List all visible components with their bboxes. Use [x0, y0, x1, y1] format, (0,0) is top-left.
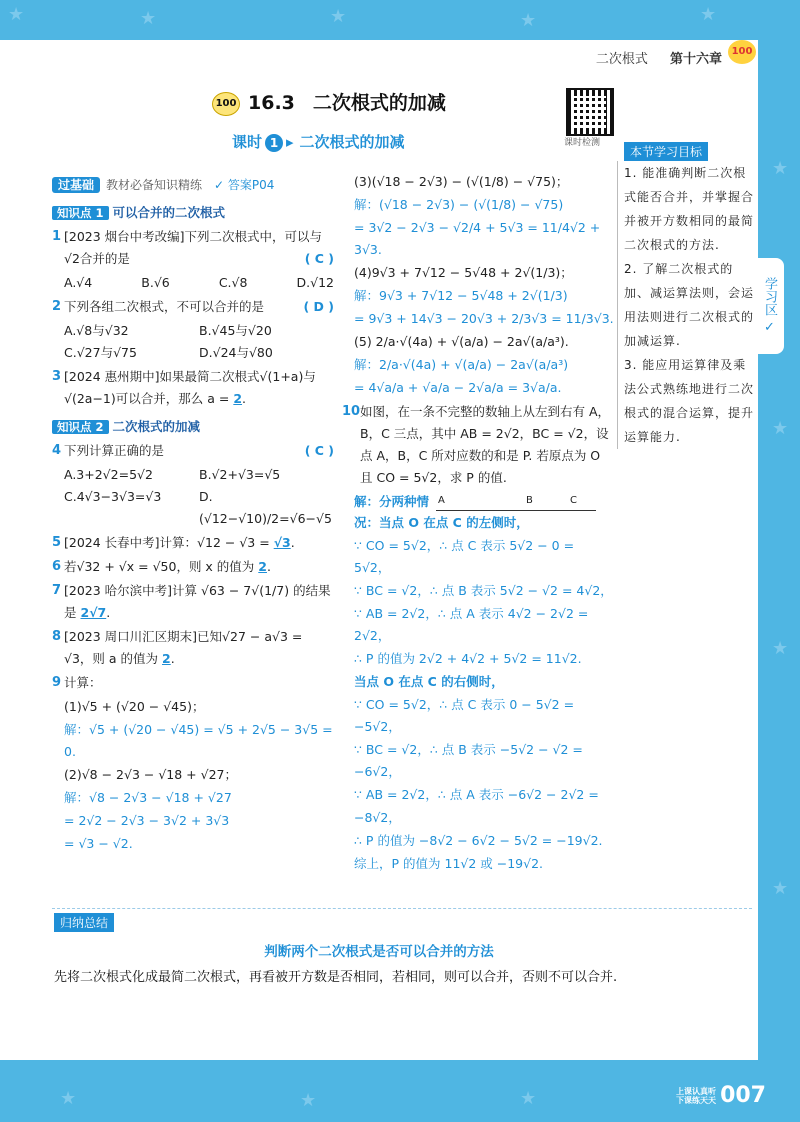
options — [52, 272, 334, 294]
question-text: [2023 烟台中考改编]下列二次根式中，可以与√2合并的是 — [64, 229, 323, 266]
question-text: [2024 惠州期中]如果最简二次根式√(1+a)与√(2a−1)可以合并，那么 a = — [64, 369, 316, 406]
punct: . — [242, 391, 247, 406]
answer: 2√7 — [80, 605, 107, 620]
goals-tag: 本节学习目标 — [624, 142, 708, 161]
sub-question: (1)√5 + (√20 − √45)； — [64, 699, 205, 714]
solution-line: 解：(√18 − 2√3) − (√(1/8) − √75) — [354, 197, 564, 212]
solution-line: ∵ CO = 5√2，∴ 点 C 表示 5√2 − 0 = 5√2， — [354, 538, 575, 575]
options — [52, 464, 334, 530]
question-number: 8 — [52, 629, 62, 644]
punct: . — [106, 605, 111, 620]
solution-line: 解：√8 − 2√3 − √18 + √27 — [64, 790, 232, 805]
base-label: 过基础 — [52, 177, 100, 193]
question-text: 如图，在一条不完整的数轴上从左到右有 A，B，C 三点，其中 AB = 2√2，BC = √2，设点 A，B，C 所对应数的和是 P. 若原点为 O 且 CO = 5√2，求 P 的值. — [360, 404, 611, 485]
star-icon: ★ — [772, 878, 789, 899]
solution-line: ∵ BC = √2，∴ 点 B 表示 −5√2 − √2 = −6√2， — [354, 742, 583, 779]
goal-item: 2. 了解二次根式的加、减运算法则，会运用法则进行二次根式的加减运算. — [624, 262, 755, 348]
question-number: 4 — [52, 443, 62, 458]
page-number: 007 — [720, 1083, 766, 1108]
section-number: 16.3 — [248, 92, 295, 114]
lesson-text: 二次根式的加减 — [299, 133, 405, 151]
kp-text: 可以合并的二次根式 — [112, 205, 226, 220]
star-icon: ★ — [140, 8, 157, 29]
question-text: 下列各组二次根式，不可以合并的是 — [64, 299, 265, 314]
question-number: 1 — [52, 229, 62, 244]
mascot-badge-icon: 100 — [728, 40, 756, 64]
question-number: 2 — [52, 299, 62, 314]
answer: ( D ) — [303, 299, 334, 314]
lesson-number: 1 — [265, 134, 283, 152]
middle-column — [342, 170, 614, 876]
goal-item: 3. 能应用运算律及乘法公式熟练地进行二次根式的混合运算，提升运算能力. — [624, 358, 755, 444]
page-footer — [676, 1083, 766, 1108]
star-icon: ★ — [8, 4, 25, 25]
star-icon: ★ — [772, 418, 789, 439]
solution-line: = 3√2 − 2√3 − √2/4 + 5√3 = 11/4√2 + 3√3. — [354, 220, 601, 257]
goal-item: 1. 能准确判断二次根式能否合并，并掌握合并被开方数相同的最简二次根式的方法. — [624, 166, 755, 252]
slogan-2: 下课练天天 — [676, 1096, 717, 1105]
summary-title: 判断两个二次根式是否可以合并的方法 — [264, 944, 494, 960]
solution-line: 解：9√3 + 7√12 − 5√48 + 2√(1/3) — [354, 288, 568, 303]
solution-line: 况：当点 O 在点 C 的左侧时， — [354, 515, 529, 530]
sub-question: (4)9√3 + 7√12 − 5√48 + 2√(1/3)； — [354, 265, 573, 280]
question-10 — [342, 401, 614, 489]
slogan-1: 上课认真听 — [676, 1087, 717, 1096]
question-4 — [52, 440, 334, 462]
punct: . — [170, 651, 175, 666]
question-number: 5 — [52, 535, 62, 550]
solution-line: = 4√a/a + √a/a − 2√a/a = 3√a/a. — [354, 380, 562, 395]
solution-line: ∵ AB = 2√2，∴ 点 A 表示 −6√2 − 2√2 = — [354, 787, 599, 802]
knowledge-point-2 — [52, 416, 334, 438]
number-line — [436, 496, 596, 511]
options — [52, 320, 334, 364]
solution-line: = √3 − √2. — [64, 836, 133, 851]
option: D.(√12−√10)/2=√6−√5 — [199, 489, 332, 526]
option: A.3+2√2=5√2 — [64, 467, 153, 482]
star-icon: ★ — [300, 1090, 317, 1111]
question-number: 10 — [342, 404, 361, 419]
solution-line: ∵ BC = √2，∴ 点 B 表示 5√2 − √2 = 4√2， — [354, 583, 613, 598]
star-icon: ★ — [772, 158, 789, 179]
triangle-icon: ▸ — [286, 133, 294, 151]
question-number: 3 — [52, 369, 62, 384]
solution-line: = 2√2 − 2√3 − 3√2 + 3√3 — [64, 813, 230, 828]
star-icon: ★ — [330, 6, 347, 27]
sub-question: (3)(√18 − 2√3) − (√(1/8) − √75)； — [354, 174, 569, 189]
option: C.4√3−3√3=√3 — [64, 489, 162, 504]
solution-line: 当点 O 在点 C 的右侧时， — [354, 674, 504, 689]
question-1 — [52, 226, 334, 270]
chapter-name: 第十六章 — [669, 52, 722, 67]
question-text: 计算： — [64, 675, 102, 690]
option: B.√45与√20 — [199, 323, 272, 338]
star-icon: ★ — [520, 10, 537, 31]
solution-line: ∵ CO = 5√2，∴ 点 C 表示 0 − 5√2 = −5√2， — [354, 697, 575, 734]
knowledge-point-1 — [52, 202, 334, 224]
kp-tag: 知识点 2 — [52, 420, 109, 434]
answer: 2 — [162, 651, 171, 666]
running-header — [596, 48, 722, 67]
summary-tag: 归纳总结 — [54, 913, 114, 932]
question-text: [2023 周口川汇区期末]已知√27 − a√3 = √3，则 a 的值为 — [64, 629, 303, 666]
sub-question: (2)√8 − 2√3 − √18 + √27； — [64, 767, 237, 782]
star-icon: ★ — [520, 1088, 537, 1109]
point-c-label: C — [570, 495, 577, 506]
point-b-label: B — [526, 495, 533, 506]
learning-goals — [617, 161, 758, 449]
solution-line: ∴ P 的值为 2√2 + 4√2 + 5√2 = 11√2. — [354, 651, 582, 666]
star-icon: ★ — [700, 4, 717, 25]
section-title: 二次根式的加减 — [312, 92, 446, 114]
solution-line: 解：分两种情 — [354, 494, 430, 509]
question-2 — [52, 296, 334, 318]
answer: 2 — [233, 391, 243, 406]
question-5 — [52, 532, 334, 554]
answer: 2 — [258, 559, 267, 574]
summary-text: 先将二次根式化成最简二次根式，再看被开方数是否相同，若相同，则可以合并，否则不可以合并. — [54, 970, 618, 985]
question-7 — [52, 580, 334, 624]
question-6 — [52, 556, 334, 578]
question-9 — [52, 672, 334, 694]
answer: ( C ) — [304, 251, 334, 266]
solution-line: ∴ P 的值为 −8√2 − 6√2 − 5√2 = −19√2. — [354, 833, 603, 848]
solution-line: 综上，P 的值为 11√2 或 −19√2. — [354, 856, 544, 871]
qr-label: 课时检测 — [564, 138, 601, 148]
option: D.√12 — [296, 275, 334, 290]
option: A.√4 — [64, 275, 93, 290]
question-number: 7 — [52, 583, 62, 598]
point-a-label: A — [438, 495, 445, 506]
page — [0, 40, 758, 1060]
punct: . — [266, 559, 271, 574]
qr-code-icon[interactable] — [566, 88, 614, 136]
option: C.√27与√75 — [64, 345, 137, 360]
option: B.√2+√3=√5 — [199, 467, 281, 482]
question-text: [2024 长春中考]计算：√12 − √3 = — [64, 535, 270, 550]
footer-slogan — [676, 1087, 716, 1105]
base-banner — [52, 174, 334, 196]
punct: . — [290, 535, 295, 550]
option: A.√8与√32 — [64, 323, 129, 338]
divider — [52, 908, 752, 909]
solution-line: = 9√3 + 14√3 − 20√3 + 2/3√3 = 11/3√3. — [354, 311, 614, 326]
study-zone-tab: 学习区 ✓ — [754, 258, 784, 354]
kp-text: 二次根式的加减 — [112, 419, 201, 434]
solution-line: −8√2， — [354, 810, 401, 825]
question-text: [2023 哈尔滨中考]计算 √63 − 7√(1/7) 的结果是 — [64, 583, 331, 620]
question-3 — [52, 366, 334, 410]
left-column — [52, 170, 334, 856]
question-number: 6 — [52, 559, 62, 574]
option: C.√8 — [218, 275, 248, 290]
kp-tag: 知识点 1 — [52, 206, 109, 220]
base-desc: 教材必备知识精练 — [106, 178, 203, 192]
option: D.√24与√80 — [199, 345, 273, 360]
solution-line: 解：2/a·√(4a) + √(a/a) − 2a√(a/a³) — [354, 357, 569, 372]
solution-line: 解：√5 + (√20 − √45) = √5 + 2√5 − 3√5 = 0. — [64, 722, 333, 759]
lesson-title — [232, 131, 405, 152]
question-text: 若√32 + √x = √50，则 x 的值为 — [64, 559, 255, 574]
option: B.√6 — [141, 275, 170, 290]
mascot-icon: 100 — [212, 92, 240, 116]
answer-ref: ✓ 答案P04 — [214, 178, 275, 192]
star-icon: ★ — [772, 638, 789, 659]
sub-question: (5) 2/a·√(4a) + √(a/a) − 2a√(a/a³). — [354, 334, 569, 349]
section-name: 二次根式 — [595, 52, 648, 67]
question-number: 9 — [52, 675, 62, 690]
question-8 — [52, 626, 334, 670]
star-icon: ★ — [60, 1088, 77, 1109]
answer: √3 — [273, 535, 291, 550]
solution-line: ∵ AB = 2√2，∴ 点 A 表示 4√2 − 2√2 = 2√2， — [354, 606, 589, 643]
answer: ( C ) — [304, 443, 334, 458]
page-title — [212, 88, 446, 116]
lesson-prefix: 课时 — [232, 133, 263, 151]
question-text: 下列计算正确的是 — [64, 443, 165, 458]
